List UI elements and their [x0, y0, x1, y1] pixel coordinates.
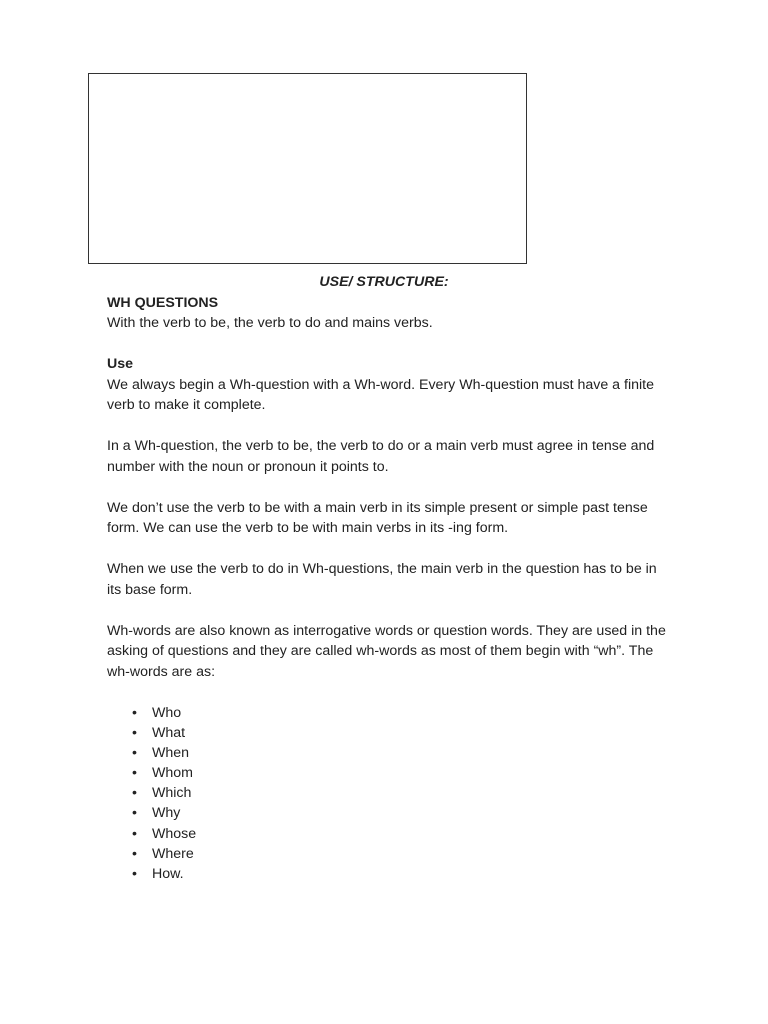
use-label: Use [107, 356, 134, 372]
paragraph-2: In a Wh-question, the verb to be, the verb to do or a main verb must agree in tense and number with the noun or pronoun it points to. [107, 438, 655, 475]
paragraph-5: Wh-words are also known as interrogative words or question words. They are used in the asking of questions and they are called wh-words as most of them begin with “wh”. The wh-words are as: [107, 622, 666, 680]
intro-text: With the verb to be, the verb to do and mains verbs. [107, 315, 433, 331]
list-item: • Whom [107, 763, 667, 783]
document-body [107, 272, 667, 884]
list-item: • Whose [107, 824, 667, 844]
list-item: • Why [107, 803, 667, 823]
bullet-icon: • [132, 866, 137, 882]
list-item: • Where [107, 844, 667, 864]
paragraph-3: We don’t use the verb to be with a main verb in its simple present or simple past tense form. We can use the verb to be with main verbs in its -ing form. [107, 499, 648, 536]
paragraph-1: We always begin a Wh-question with a Wh-word. Every Wh-question must have a finite verb to make it complete. [107, 376, 654, 413]
wh-questions-title: WH QUESTIONS [107, 294, 219, 311]
list-item: • What [107, 723, 667, 743]
list-item: • How. [107, 864, 667, 884]
wh-words-list [107, 703, 667, 885]
bullet-icon: • [132, 765, 137, 782]
bullet-icon: • [132, 785, 137, 802]
paragraph-4: When we use the verb to do in Wh-questions, the main verb in the question has to be in its base form. [107, 561, 657, 598]
list-item: • Which [107, 783, 667, 803]
bullet-icon: • [132, 704, 137, 721]
bullet-icon: • [132, 805, 137, 822]
list-item: • When [107, 743, 667, 763]
list-item: • Who [107, 703, 667, 723]
bullet-icon: • [132, 845, 137, 862]
bullet-icon: • [132, 724, 137, 741]
section-heading: USE/ STRUCTURE: [319, 274, 449, 290]
empty-image-frame [88, 73, 527, 264]
bullet-icon: • [132, 825, 137, 842]
bullet-icon: • [132, 744, 137, 761]
